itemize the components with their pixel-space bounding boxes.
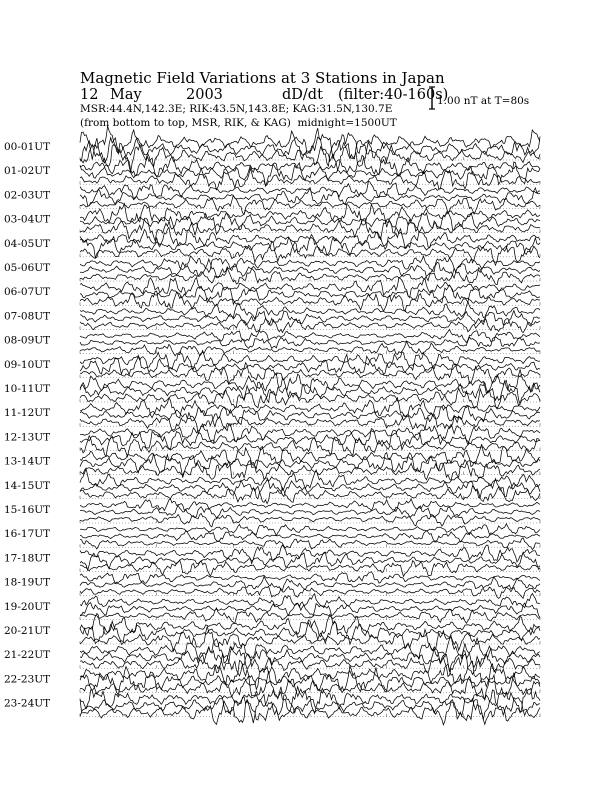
row-label: 01-02UT (4, 165, 51, 178)
trace-msr (80, 626, 540, 651)
trace-msr (80, 513, 540, 526)
row-label: 07-08UT (4, 310, 51, 323)
row-label: 00-01UT (4, 141, 51, 153)
trace-msr (80, 318, 540, 332)
row-label: 12-13UT (4, 431, 51, 444)
row-label: 18-19UT (4, 576, 51, 589)
trace-kag (80, 126, 540, 159)
row-label: 15-16UT (4, 504, 51, 516)
trace-rik (80, 311, 540, 326)
row-label: 17-18UT (4, 552, 51, 565)
row-label: 22-23UT (4, 673, 51, 686)
trace-msr (80, 538, 540, 550)
row-label: 04-05UT (4, 237, 51, 250)
trace-msr (80, 560, 540, 576)
trace-msr (80, 460, 540, 481)
row-label: 09-10UT (4, 358, 51, 371)
row-label: 05-06UT (4, 262, 51, 274)
row-label: 23-24UT (4, 697, 51, 710)
row-label: 02-03UT (4, 189, 51, 202)
trace-kag (80, 424, 540, 445)
row-label: 10-11UT (4, 383, 51, 395)
midnight-note: midnight=1500UT (297, 117, 397, 129)
trace-msr (80, 700, 540, 725)
row-label: 13-14UT (4, 455, 51, 468)
order-note-text: (from bottom to top, MSR, RIK, & KAG) (80, 117, 291, 129)
filter-label: (filter:40-160s) (338, 87, 449, 103)
trace-rik (80, 188, 540, 206)
row-label: 21-22UT (4, 649, 51, 662)
trace-msr (80, 168, 540, 190)
date-month: May (110, 87, 142, 103)
scale-label: 1.00 nT at T=80s (437, 95, 530, 107)
trace-msr (80, 654, 540, 677)
trace-msr (80, 671, 540, 700)
row-label: 14-15UT (4, 479, 51, 492)
row-label: 06-07UT (4, 286, 51, 299)
row-label: 08-09UT (4, 334, 51, 347)
trace-msr (80, 363, 540, 384)
trace-rik (80, 505, 540, 518)
date-day: 12 (80, 87, 99, 103)
row-label: 16-17UT (4, 528, 51, 541)
trace-msr (80, 241, 540, 265)
row-label: 11-12UT (4, 407, 51, 420)
row-label: 03-04UT (4, 213, 51, 226)
trace-kag (80, 499, 540, 512)
row-label: 20-21UT (4, 625, 51, 637)
trace-kag (80, 524, 540, 536)
chart-title: Magnetic Field Variations at 3 Stations in Japan (80, 69, 445, 87)
trace-msr (80, 268, 540, 285)
row-label: 19-20UT (4, 600, 51, 613)
quantity-label: dD/dt (282, 87, 323, 103)
stations-label: MSR:44.4N,142.3E; RIK:43.5N,143.8E; KAG:31.5N,130.7E (80, 103, 393, 115)
trace-rik (80, 355, 540, 375)
date-year: 2003 (186, 87, 223, 103)
trace-msr (80, 196, 540, 215)
trace-msr (80, 586, 540, 598)
trace-rik (80, 337, 540, 349)
